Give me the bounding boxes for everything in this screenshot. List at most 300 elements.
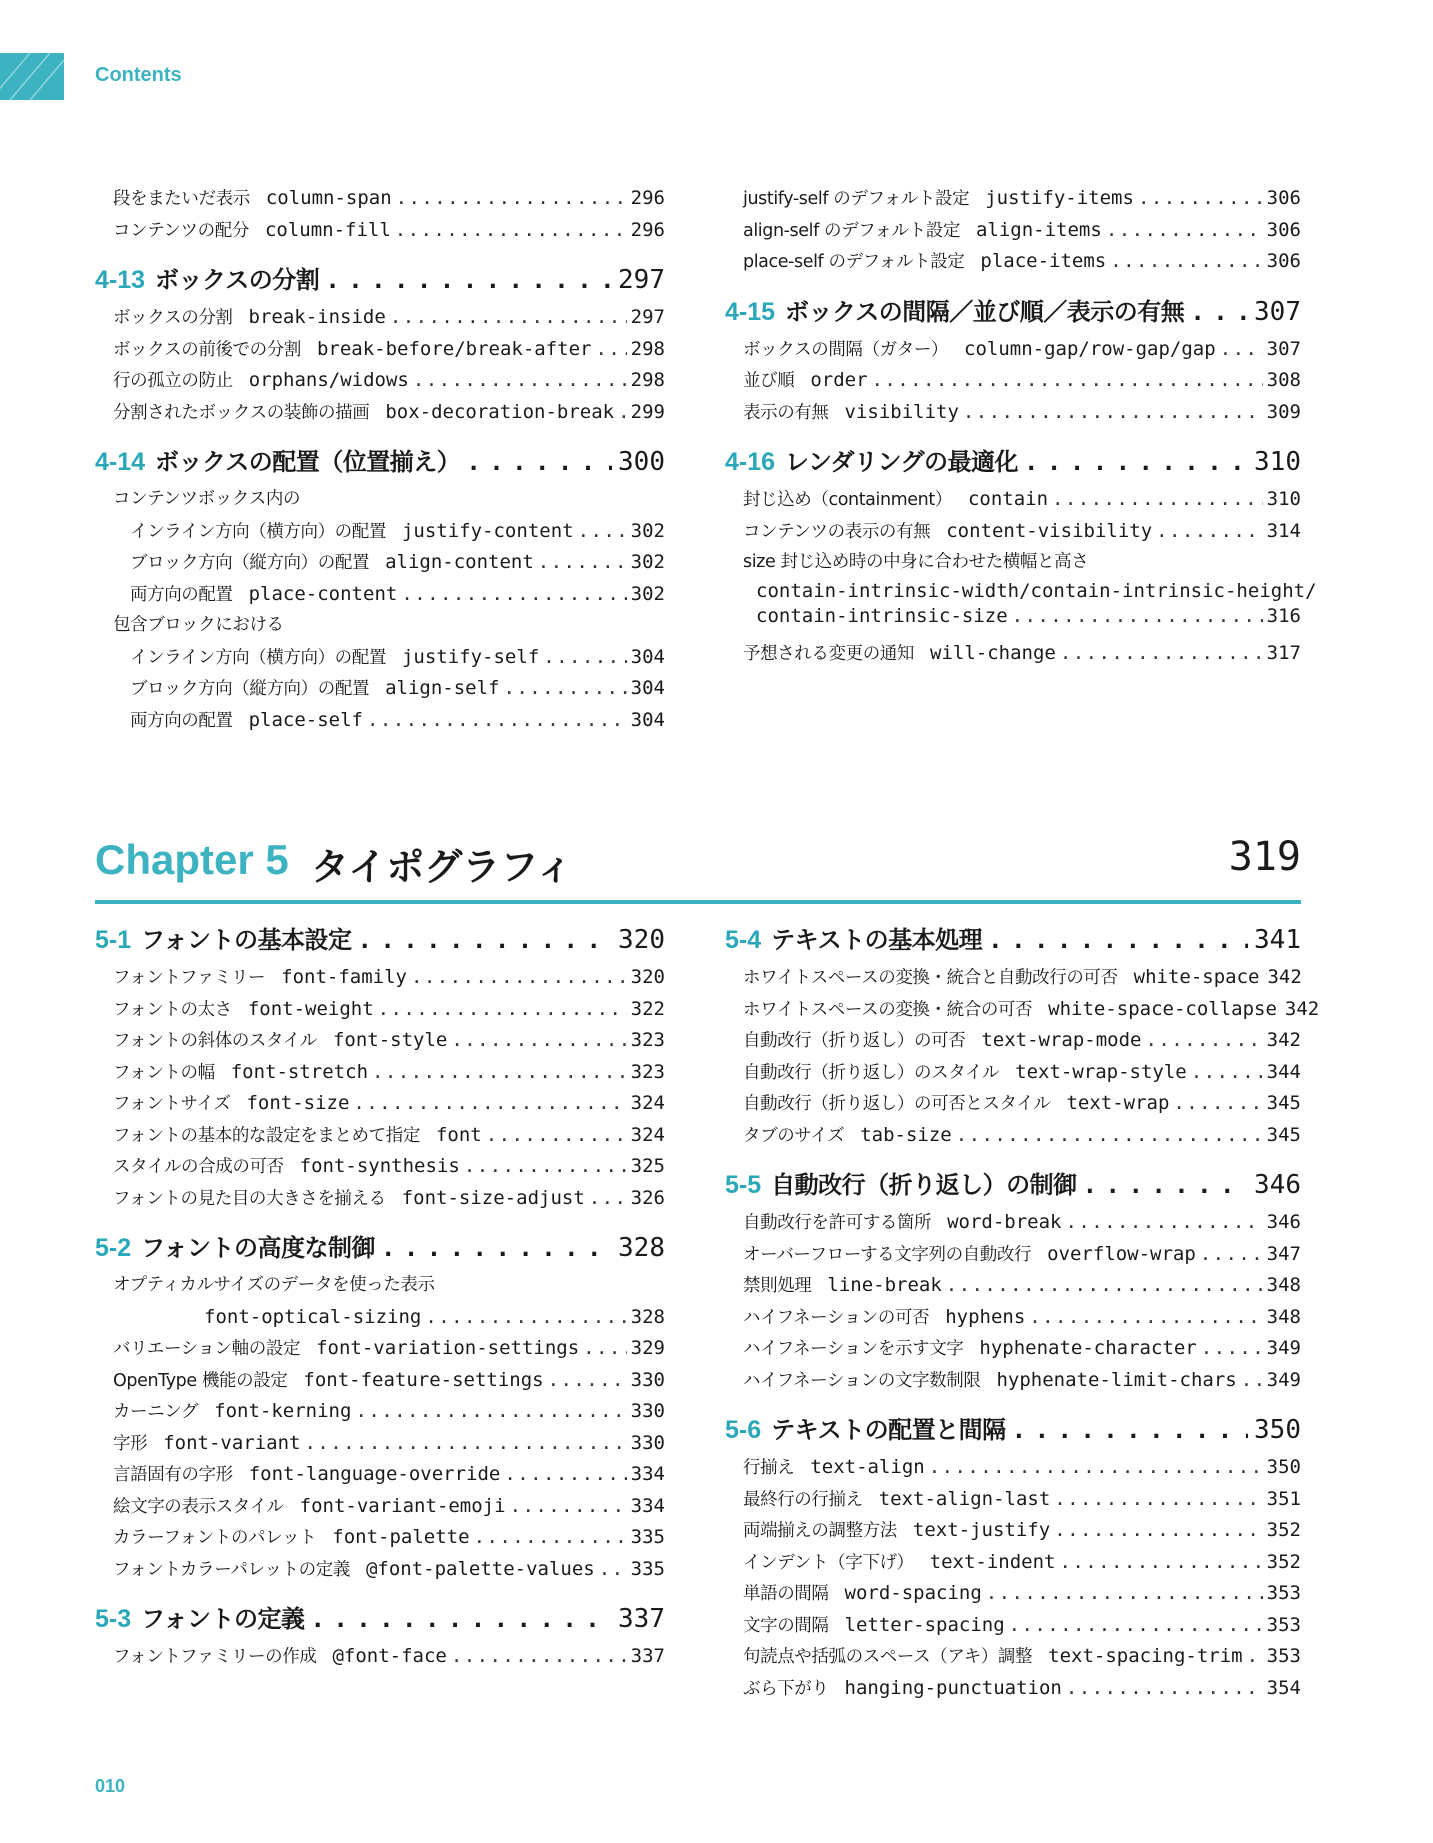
entry-page: 296 [630, 218, 665, 241]
entry-page: 345 [1266, 1092, 1301, 1114]
chapter-heading[interactable] [95, 828, 1301, 904]
entry-code: contain [967, 488, 1049, 510]
toc-bottom-left [95, 920, 665, 1673]
entry-code: place-items [980, 250, 1107, 272]
toc-entry[interactable] [743, 1452, 1301, 1484]
entry-page: 323 [630, 1060, 665, 1083]
entry-page: 347 [1266, 1242, 1301, 1265]
toc-entry[interactable] [743, 516, 1301, 548]
group-label: size 封じ込め時の中身に合わせた横幅と高さ [743, 552, 1089, 572]
entry-code: hanging-punctuation [844, 1676, 1062, 1699]
entry-label: フォントファミリー [113, 968, 266, 988]
toc-entry[interactable] [756, 603, 1301, 630]
leader-dots [1241, 1365, 1263, 1397]
section-4-13-items [95, 302, 665, 428]
section-number: 4-15 [725, 297, 776, 326]
leader-dots [1066, 1207, 1263, 1239]
toc-entry[interactable] [130, 673, 665, 705]
toc-entry[interactable] [743, 1673, 1301, 1705]
section-title: ボックスの分割 [155, 266, 320, 294]
toc-entry[interactable] [743, 1207, 1301, 1239]
leader-dots [1247, 1641, 1263, 1673]
toc-entry[interactable] [113, 1302, 665, 1334]
entry-label: align-self のデフォルト設定 [743, 220, 960, 241]
entry-page: 297 [630, 306, 665, 328]
entry-label: 自動改行（折り返し）の可否とスタイル [743, 1094, 1051, 1114]
entry-label: ハイフネーションの文字数制限 [743, 1370, 981, 1391]
toc-entry[interactable] [743, 1333, 1301, 1365]
section-page: 346 [1254, 1170, 1301, 1200]
entry-code: hyphenate-character [979, 1337, 1197, 1359]
entry-code: text-wrap-mode [981, 1029, 1142, 1051]
entry-page: 314 [1266, 519, 1301, 542]
entry-label: フォントの見た目の大きさを揃える [113, 1188, 386, 1209]
leader-dots [988, 926, 1248, 954]
entry-page: 349 [1266, 1337, 1301, 1359]
entry-code: letter-spacing [844, 1613, 1005, 1636]
entry-page: 330 [630, 1400, 665, 1422]
toc-entry[interactable] [743, 1641, 1301, 1673]
entry-label: 予想される変更の通知 [743, 643, 914, 664]
leader-dots [304, 1428, 626, 1460]
entry-label: インデント（字下げ） [743, 1552, 914, 1573]
entry-code: text-wrap [1066, 1092, 1170, 1114]
entry-label: ハイフネーションの可否 [743, 1307, 930, 1328]
entry-code: justify-items [985, 187, 1134, 209]
section-number: 5-6 [725, 1416, 762, 1444]
toc-entry[interactable] [743, 962, 1301, 994]
entry-label: カラーフォントのパレット [113, 1528, 317, 1548]
entry-label: 自動改行（折り返し）のスタイル [743, 1062, 1000, 1083]
entry-code: font-variant-emoji [299, 1494, 506, 1517]
toc-entry[interactable] [130, 547, 665, 579]
group2-items [113, 642, 665, 737]
entry-page: 308 [1266, 369, 1301, 391]
section-heading-5-4[interactable] [725, 920, 1301, 962]
toc-entry[interactable] [743, 246, 1301, 278]
entry-code: align-content [385, 551, 534, 573]
section-4-15-items [725, 334, 1301, 429]
entry-label: 字形 [113, 1433, 148, 1454]
leader-dots [466, 448, 612, 476]
toc-entry[interactable] [743, 1302, 1301, 1334]
entry-code: word-spacing [844, 1582, 982, 1604]
leader-dots [1054, 1484, 1262, 1516]
entry-label: ぶら下がり [743, 1678, 829, 1699]
toc-entry[interactable] [743, 397, 1301, 429]
contents-header: Contents [95, 64, 182, 86]
toc-entry[interactable] [743, 1088, 1301, 1120]
toc-top-left [95, 183, 665, 736]
section-heading-4-14[interactable] [95, 442, 665, 484]
entry-label: フォントの斜体のスタイル [113, 1031, 317, 1051]
leader-dots [464, 1151, 627, 1183]
section-page: 297 [618, 265, 665, 295]
leader-dots [413, 365, 627, 397]
entry-label: オプティカルサイズのデータを使った表示 [113, 1275, 435, 1295]
section-5-6-items [725, 1452, 1301, 1704]
entry-page: 344 [1266, 1060, 1301, 1083]
entry-code: will-change [930, 641, 1056, 664]
toc-entry[interactable] [743, 1610, 1301, 1642]
toc-entry[interactable] [113, 1333, 665, 1365]
toc-entry[interactable] [130, 516, 665, 548]
section-page: 310 [1254, 447, 1301, 477]
leader-dots [946, 1270, 1263, 1302]
leader-dots [1052, 484, 1263, 516]
entry-page: 298 [630, 369, 665, 391]
toc-group-label [743, 547, 1301, 579]
leader-dots [390, 302, 627, 334]
entry-label: 並び順 [743, 371, 795, 391]
section-number: 5-4 [725, 926, 762, 954]
entry-page: 296 [630, 187, 665, 209]
toc-entry[interactable] [743, 1547, 1301, 1579]
entry-code: text-justify [912, 1519, 1051, 1541]
entry-label: 言語固有の字形 [113, 1465, 233, 1485]
toc-entry[interactable] [113, 1554, 665, 1586]
leader-dots [451, 1025, 626, 1057]
leader-dots [1029, 1302, 1262, 1334]
entry-label: 両方向の配置 [130, 584, 233, 605]
entry-code: text-align-last [878, 1487, 1051, 1510]
toc-entry[interactable] [113, 1365, 665, 1397]
leader-dots [325, 266, 612, 294]
entry-page: 352 [1266, 1519, 1301, 1541]
entry-code: @font-face [332, 1645, 447, 1667]
entry-page: 325 [630, 1155, 665, 1177]
entry-page: 337 [630, 1645, 665, 1667]
toc-entry[interactable] [113, 1459, 665, 1491]
corner-tab [0, 53, 64, 100]
leader-dots [872, 365, 1263, 397]
entry-label: フォントファミリーの作成 [113, 1647, 317, 1667]
toc-group-label [113, 610, 665, 642]
toc-entry[interactable] [113, 1183, 665, 1215]
toc-entry[interactable] [743, 1365, 1301, 1397]
entry-code: font-synthesis [299, 1155, 460, 1177]
toc-entry[interactable] [743, 1025, 1301, 1057]
entry-code: font-kerning [214, 1400, 352, 1422]
entry-code: @font-palette-values [365, 1557, 595, 1580]
leader-dots [1201, 1333, 1263, 1365]
toc-entry[interactable] [743, 1515, 1301, 1547]
section-page: 320 [618, 925, 665, 955]
section-5-3-items [95, 1641, 665, 1673]
entry-page: 353 [1266, 1645, 1301, 1667]
leader-dots [1156, 516, 1263, 548]
toc-entry[interactable] [130, 642, 665, 674]
leader-dots [1066, 1673, 1263, 1705]
entry-page: 316 [1266, 604, 1301, 627]
toc-entry[interactable] [743, 365, 1301, 397]
section-heading-5-1[interactable] [95, 920, 665, 962]
entry-code: font-family [281, 966, 407, 988]
section-heading-5-6[interactable] [725, 1410, 1301, 1452]
toc-entry[interactable] [113, 1522, 665, 1554]
leader-dots [1220, 334, 1263, 366]
toc-entry[interactable] [113, 1491, 665, 1523]
entry-label: 単語の間隔 [743, 1584, 829, 1604]
entry-page: 330 [630, 1431, 665, 1454]
section-number: 4-16 [725, 448, 776, 476]
toc-entry[interactable] [113, 1396, 665, 1428]
leader-dots [401, 579, 626, 611]
section-number: 5-3 [95, 1605, 132, 1633]
leader-dots [548, 1365, 627, 1397]
entry-code: font-variation-settings [316, 1337, 580, 1359]
toc-top-right [725, 183, 1317, 669]
entry-code: tab-size [860, 1123, 952, 1146]
entry-page: 302 [630, 519, 665, 542]
entry-page: 334 [630, 1494, 665, 1517]
leader-dots [381, 1234, 612, 1262]
entry-label: フォントの太さ [113, 999, 232, 1020]
entry-label: 自動改行（折り返し）の可否 [743, 1031, 966, 1051]
leader-dots [1083, 1171, 1248, 1199]
entry-code: text-indent [929, 1550, 1056, 1573]
leader-dots [986, 1578, 1263, 1610]
leader-dots [1106, 215, 1263, 247]
entry-code: white-space [1133, 966, 1260, 988]
section-title: フォントの基本設定 [141, 926, 352, 954]
section-4-14-items [95, 484, 665, 736]
leader-dots [504, 1459, 626, 1491]
entry-label: 句読点や括弧のスペース（アキ）調整 [743, 1647, 1033, 1667]
section-heading-5-2[interactable] [95, 1228, 665, 1270]
toc-entry[interactable] [113, 215, 665, 247]
entry-label: フォントの基本的な設定をまとめて指定 [113, 1125, 420, 1146]
entry-label: ハイフネーションを示す文字 [743, 1339, 964, 1359]
entry-page: 346 [1266, 1211, 1301, 1233]
entry-label: インライン方向（横方向）の配置 [130, 521, 386, 542]
leader-dots [583, 1333, 627, 1365]
entry-page: 348 [1266, 1305, 1301, 1328]
toc-entry[interactable] [743, 1057, 1301, 1089]
entry-code: font-size [246, 1092, 350, 1114]
entry-page: 317 [1266, 641, 1301, 664]
section-number: 5-5 [725, 1171, 762, 1199]
leader-dots [1190, 298, 1248, 326]
entry-page: 335 [630, 1557, 665, 1580]
entry-page: 348 [1266, 1274, 1301, 1296]
section-title: テキストの基本処理 [771, 926, 983, 954]
leader-dots [1012, 603, 1263, 630]
section-number: 4-13 [95, 266, 146, 294]
leader-dots [503, 673, 626, 705]
toc-group-label [113, 484, 665, 516]
entry-code: font-weight [247, 997, 374, 1020]
group-label: コンテンツボックス内の [113, 489, 301, 509]
entry-code: justify-self [401, 645, 540, 668]
entry-label: 最終行の行揃え [743, 1489, 863, 1510]
leader-dots [1024, 448, 1248, 476]
toc-entry[interactable] [113, 1025, 665, 1057]
section-heading-5-5[interactable] [725, 1165, 1301, 1207]
entry-label: 段をまたいだ表示 [113, 189, 250, 209]
entry-code: content-visibility [946, 519, 1153, 542]
toc-entry[interactable] [113, 183, 665, 215]
entry-page: 304 [630, 645, 665, 668]
toc-entry[interactable] [130, 705, 665, 737]
toc-entry[interactable] [743, 1578, 1301, 1610]
chapter-page: 319 [1228, 834, 1301, 880]
entry-page: 350 [1266, 1456, 1301, 1478]
toc-entry[interactable] [113, 962, 665, 994]
entry-code: box-decoration-break [385, 400, 615, 423]
entry-code: text-wrap-style [1015, 1060, 1187, 1083]
chapter-title: タイポグラフィ [311, 845, 574, 889]
section-heading-4-16[interactable] [725, 442, 1301, 484]
entry-code: order [810, 369, 868, 391]
entry-page: 351 [1266, 1487, 1301, 1510]
toc-entry[interactable] [743, 215, 1301, 247]
leader-dots [1054, 1515, 1262, 1547]
section-4-16-items [725, 484, 1317, 669]
section-5-5-items [725, 1207, 1301, 1396]
leader-dots [510, 1491, 627, 1523]
entry-label: フォントの幅 [113, 1062, 215, 1083]
toc-entry[interactable] [113, 1151, 665, 1183]
entry-label: 絵文字の表示スタイル [113, 1496, 284, 1517]
toc-entry[interactable] [743, 638, 1301, 670]
toc-entry[interactable] [743, 994, 1320, 1026]
entry-code: word-break [947, 1211, 1062, 1233]
entry-code: font-language-override [248, 1463, 501, 1485]
leader-dots [411, 962, 627, 994]
entry-code: place-self [248, 708, 363, 731]
entry-label: コンテンツの表示の有無 [743, 521, 931, 542]
toc-entry[interactable] [113, 1088, 665, 1120]
stripe-pattern-icon [0, 53, 64, 100]
toc-entry[interactable] [743, 1239, 1301, 1271]
toc-entry[interactable] [743, 1270, 1301, 1302]
toc-entry[interactable] [743, 484, 1301, 516]
toc-entry[interactable] [743, 1484, 1301, 1516]
section-page: 337 [618, 1604, 665, 1634]
entry-label: 両端揃えの調整方法 [743, 1521, 897, 1541]
leader-dots [1138, 183, 1263, 215]
entry-page: 324 [630, 1123, 665, 1146]
leader-dots [956, 1120, 1263, 1152]
toc-bottom-right [725, 920, 1320, 1704]
entry-page: 345 [1266, 1123, 1301, 1146]
leader-dots [451, 1641, 627, 1673]
entry-label: ホワイトスペースの変換・統合の可否 [743, 999, 1033, 1020]
entry-page: 298 [630, 337, 665, 360]
entry-page: 334 [630, 1463, 665, 1485]
entry-label: 分割されたボックスの装飾の描画 [113, 402, 370, 423]
chapter-number: Chapter 5 [95, 836, 289, 883]
entry-code: font-palette [332, 1526, 470, 1548]
entry-code: font [435, 1123, 482, 1146]
entry-page: 349 [1266, 1368, 1301, 1391]
toc-entry[interactable] [113, 334, 665, 366]
leader-dots [578, 516, 627, 548]
entry-page: 309 [1266, 400, 1301, 423]
toc-entry[interactable] [113, 1641, 665, 1673]
entry-page: 328 [630, 1305, 665, 1328]
toc-entry[interactable] [113, 365, 665, 397]
entry-code: break-before/break-after [316, 337, 592, 360]
toc-entry[interactable] [743, 183, 1301, 215]
entry-page: 352 [1266, 1550, 1301, 1573]
leader-dots [1060, 1547, 1263, 1579]
section-heading-4-15[interactable] [725, 292, 1301, 334]
toc-entry[interactable] [743, 1120, 1301, 1152]
toc-entry[interactable] [113, 1428, 665, 1460]
section-5-1-items [95, 962, 665, 1214]
leader-dots [1191, 1057, 1263, 1089]
entry-code: contain-intrinsic-width/contain-intrinsic-height/ [756, 579, 1317, 602]
entry-code: visibility [844, 400, 959, 423]
entry-page: 354 [1266, 1676, 1301, 1699]
entry-label: 禁則処理 [743, 1276, 812, 1296]
entry-code: text-align [810, 1456, 925, 1478]
entry-page: 342 [1266, 1029, 1301, 1051]
toc-entry[interactable] [113, 994, 665, 1026]
leader-dots [1145, 1025, 1262, 1057]
section-heading-5-3[interactable] [95, 1599, 665, 1641]
size-code-block [743, 579, 1317, 630]
toc-entry[interactable] [113, 1120, 665, 1152]
entry-page: 320 [630, 966, 665, 988]
entry-label: 文字の間隔 [743, 1615, 829, 1636]
entry-page: 353 [1266, 1582, 1301, 1604]
leader-dots [1060, 638, 1263, 670]
entry-label: justify-self のデフォルト設定 [743, 189, 970, 209]
section-heading-4-13[interactable] [95, 260, 665, 302]
entry-code: orphans/widows [248, 369, 409, 391]
leader-dots [396, 183, 627, 215]
toc-entry[interactable] [113, 302, 665, 334]
leader-dots [378, 994, 627, 1026]
leader-dots [1173, 1088, 1262, 1120]
entry-page: 342 [1267, 966, 1302, 988]
toc-entry[interactable] [113, 397, 665, 429]
entry-code: line-break [827, 1274, 942, 1296]
leader-dots [310, 1605, 612, 1633]
group1-items [113, 516, 665, 611]
leader-dots [353, 1088, 626, 1120]
leader-dots [1009, 1610, 1263, 1642]
entry-page: 299 [630, 400, 665, 423]
leader-dots [357, 926, 612, 954]
entry-code: break-inside [248, 306, 386, 328]
page-number: 010 [95, 1776, 126, 1796]
leader-dots [486, 1120, 627, 1152]
toc-entry[interactable] [113, 1057, 665, 1089]
leader-dots [474, 1522, 627, 1554]
entry-label: 両方向の配置 [130, 710, 233, 731]
entry-label: 行の孤立の防止 [113, 371, 233, 391]
toc-entry[interactable] [130, 579, 665, 611]
group-label: 包含ブロックにおける [113, 615, 284, 635]
section-title: テキストの配置と間隔 [771, 1416, 1006, 1444]
leader-dots [1110, 246, 1262, 278]
entry-page: 310 [1266, 488, 1301, 510]
section-title: フォントの定義 [141, 1605, 305, 1633]
leader-dots [395, 215, 627, 247]
toc-entry-continued [756, 579, 1317, 603]
leader-dots [355, 1396, 626, 1428]
entry-page: 322 [630, 997, 665, 1020]
leader-dots [1012, 1416, 1248, 1444]
entry-page: 306 [1266, 218, 1301, 241]
entry-page: 304 [630, 677, 665, 699]
toc-entry[interactable] [743, 334, 1301, 366]
leader-dots [538, 547, 627, 579]
